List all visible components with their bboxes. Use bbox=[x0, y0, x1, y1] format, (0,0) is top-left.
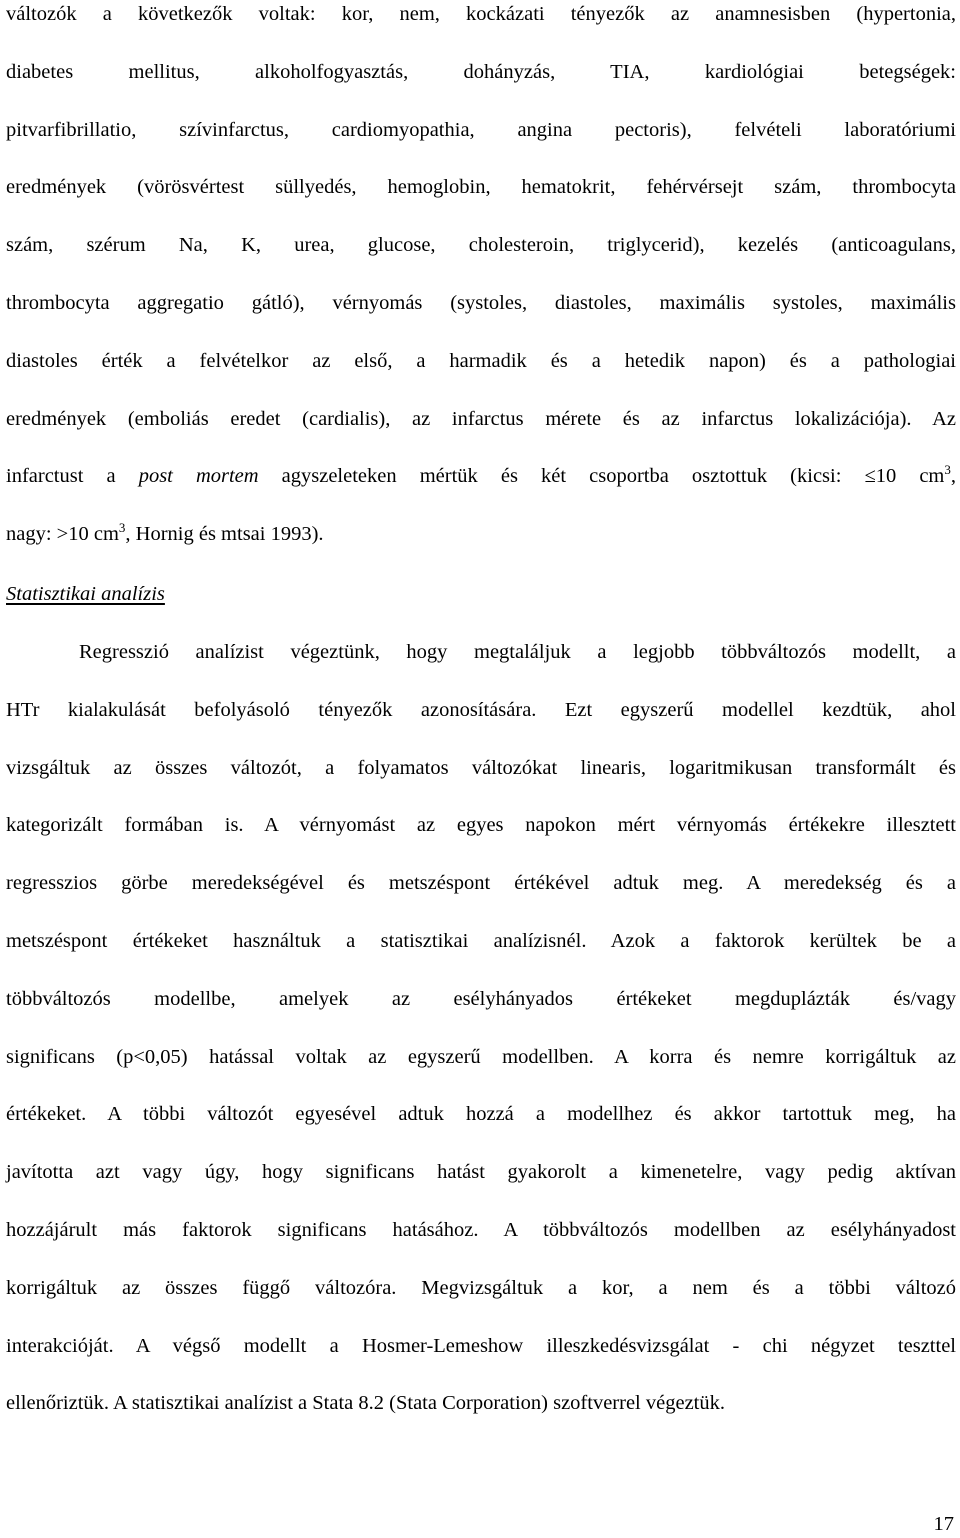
text-fragment: , Hornig és mtsai 1993). bbox=[125, 523, 324, 546]
text-line: korrigáltuk az összes függő változóra. Megvizsgáltuk a kor, a nem és a többi változó bbox=[6, 1276, 956, 1299]
text-line: significans (p<0,05) hatással voltak az egyszerű modellben. A korra és nemre korrigáltuk az bbox=[6, 1045, 956, 1068]
text-line: hozzájárult más faktorok significans hatásához. A többváltozós modellben az esélyhányadost bbox=[6, 1218, 956, 1241]
section-heading: Statisztikai analízis bbox=[6, 583, 165, 605]
text-line: eredmények (vörösvértest süllyedés, hemoglobin, hematokrit, fehérvérsejt szám, thrombocyta bbox=[6, 176, 956, 199]
text-line: többváltozós modellbe, amelyek az esélyhányados értékeket megduplázták és/vagy bbox=[6, 987, 956, 1010]
text-fragment: infarctust a bbox=[6, 465, 139, 488]
text-line: pitvarfibrillatio, szívinfarctus, cardiomyopathia, angina pectoris), felvételi laboratóriumi bbox=[6, 118, 956, 141]
text-line: vizsgáltuk az összes változót, a folyamatos változókat linearis, logaritmikusan transformált és bbox=[6, 756, 956, 779]
text-line: regresszios görbe meredekségével és metszéspont értékével adtuk meg. A meredekség és a bbox=[6, 872, 956, 895]
text-fragment: nagy: >10 cm bbox=[6, 523, 119, 546]
text-fragment: agyszeleteken mértük és két csoportba osztottuk (kicsi: ≤10 cm bbox=[258, 465, 945, 488]
text-line: kategorizált formában is. A vérnyomást az egyes napokon mért vérnyomás értékekre illesztett bbox=[6, 814, 956, 837]
text-line-infarct-size bbox=[6, 448, 956, 506]
superscript: 3 bbox=[118, 520, 126, 536]
superscript: 3 bbox=[944, 462, 951, 478]
text-line: szám, szérum Na, K, urea, glucose, cholesteroin, triglycerid), kezelés (anticoagulans, bbox=[6, 234, 956, 257]
text-line: metszéspont értékeket használtuk a statisztikai analízisnél. Azok a faktorok kerültek be a bbox=[6, 929, 956, 952]
text-line: Regresszió analízist végeztünk, hogy megtaláljuk a legjobb többváltozós modellt, a bbox=[79, 641, 956, 663]
text-line: ellenőriztük. A statisztikai analízist a Stata 8.2 (Stata Corporation) szoftverrel végeztük. bbox=[6, 1392, 725, 1415]
text-line: interakcióját. A végső modellt a Hosmer-Lemeshow illeszkedésvizsgálat - chi négyzet teszttel bbox=[6, 1334, 956, 1357]
paragraph-variables bbox=[6, 0, 956, 564]
text-line: változók a következők voltak: kor, nem, kockázati tényezők az anamnesisben (hypertonia, bbox=[6, 3, 956, 25]
italic-term: post mortem bbox=[138, 465, 259, 488]
text-line: eredmények (emboliás eredet (cardialis), az infarctus mérete és az infarctus lokalizációja). Az bbox=[6, 407, 956, 430]
text-line: értékeket. A többi változót egyesével adtuk hozzá a modellhez és akkor tartottuk meg, ha bbox=[6, 1103, 956, 1126]
paragraph-statistics bbox=[6, 624, 956, 1433]
page-number: 17 bbox=[933, 1513, 954, 1535]
text-line: javította azt vagy úgy, hogy significans hatást gyakorolt a kimenetelre, vagy pedig aktívan bbox=[6, 1161, 956, 1184]
text-line-citation bbox=[6, 506, 956, 564]
text-line: diabetes mellitus, alkoholfogyasztás, dohányzás, TIA, kardiológiai betegségek: bbox=[6, 60, 956, 83]
text-line: thrombocyta aggregatio gátló), vérnyomás (systoles, diastoles, maximális systoles, maximális bbox=[6, 291, 956, 314]
text-fragment: , bbox=[950, 465, 956, 488]
text-line: diastoles érték a felvételkor az első, a harmadik és a hetedik napon) és a pathologiai bbox=[6, 349, 956, 372]
text-line: HTr kialakulását befolyásoló tényezők azonosítására. Ezt egyszerű modellel kezdtük, ahol bbox=[6, 698, 956, 721]
